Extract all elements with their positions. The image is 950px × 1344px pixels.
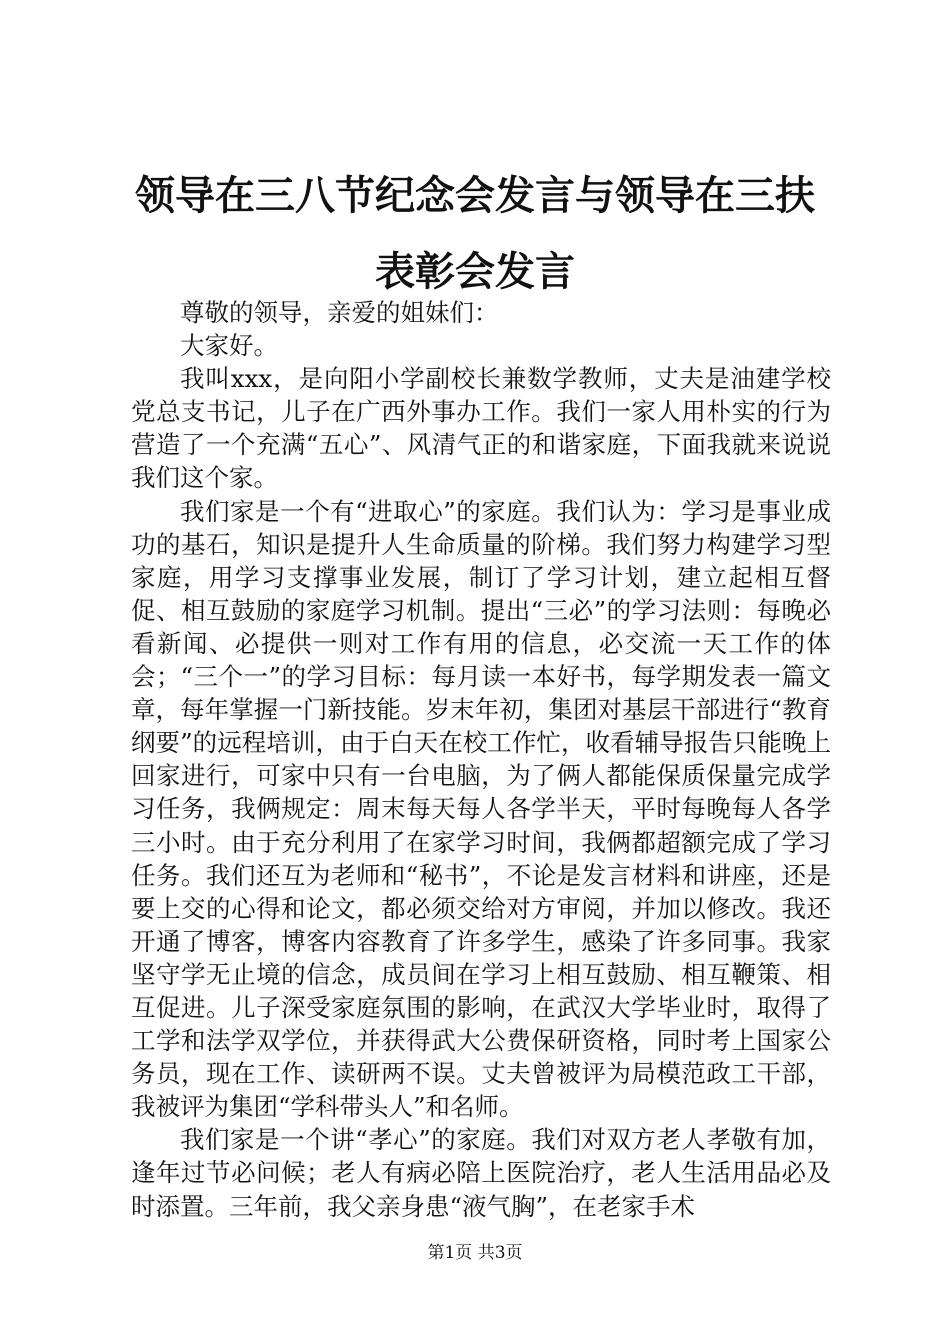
document-body: [131, 296, 831, 1223]
filial-paragraph: 我们家是一个讲“孝心”的家庭。我们对双方老人孝敬有加，逢年过节必问候；老人有病必陪上医院治疗，老人生活用品必及时添置。三年前，我父亲身患“液气胸”，在老家手术: [131, 1125, 831, 1221]
greeting-paragraph: 大家好。: [180, 331, 278, 361]
document-title: 领导在三八节纪念会发言与领导在三扶表彰会发言: [135, 173, 815, 295]
page-footer: 第1页 共3页: [427, 1243, 523, 1263]
learning-paragraph: 我们家是一个有“进取心”的家庭。我们认为：学习是事业成功的基石，知识是提升人生命质量的阶梯。我们努力构建学习型家庭，用学习支撑事业发展，制订了学习计划，建立起相互督促、相互鼓励的家庭学习机制。提出“三必”的学习法则：每晚必看新闻、必提供一则对工作有用的信息，必交流一天工作的体会；“三个一”的学习目标：每月读一本好书，每学期发表一篇文章，每年掌握一门新技能。岁末年初，集团对基层干部进行“教育纲要”的远程培训，由于白天在校工作忙，收看辅导报告只能晚上回家进行，可家中只有一台电脑，为了俩人都能保质保量完成学习任务，我俩规定：周末每天每人各学半天，平时每晚每人各学三小时。由于充分利用了在家学习时间，我俩都超额完成了学习任务。我们还互为老师和“秘书”，不论是发言材料和讲座，还是要上交的心得和论文，都必须交给对方审阅，并加以修改。我还开通了博客，博客内容教育了许多学生，感染了许多同事。我家坚守学无止境的信念，成员间在学习上相互鼓励、相互鞭策、相互促进。儿子深受家庭氛围的影响，在武汉大学毕业时，取得了工学和法学双学位，并获得武大公费保研资格，同时考上国家公务员，现在工作、读研两不误。丈夫曾被评为局模范政工干部，我被评为集团“学科带头人”和名师。: [131, 496, 831, 1122]
salutation-paragraph: 尊敬的领导，亲爱的姐妹们：: [180, 298, 499, 327]
intro-paragraph: 我叫xxx，是向阳小学副校长兼数学教师，丈夫是油建学校党总支书记，儿子在广西外事办工作。我们一家人用朴实的行为营造了一个充满“五心”、风清气正的和谐家庭，下面我就来说说我们这个家。: [131, 364, 831, 493]
